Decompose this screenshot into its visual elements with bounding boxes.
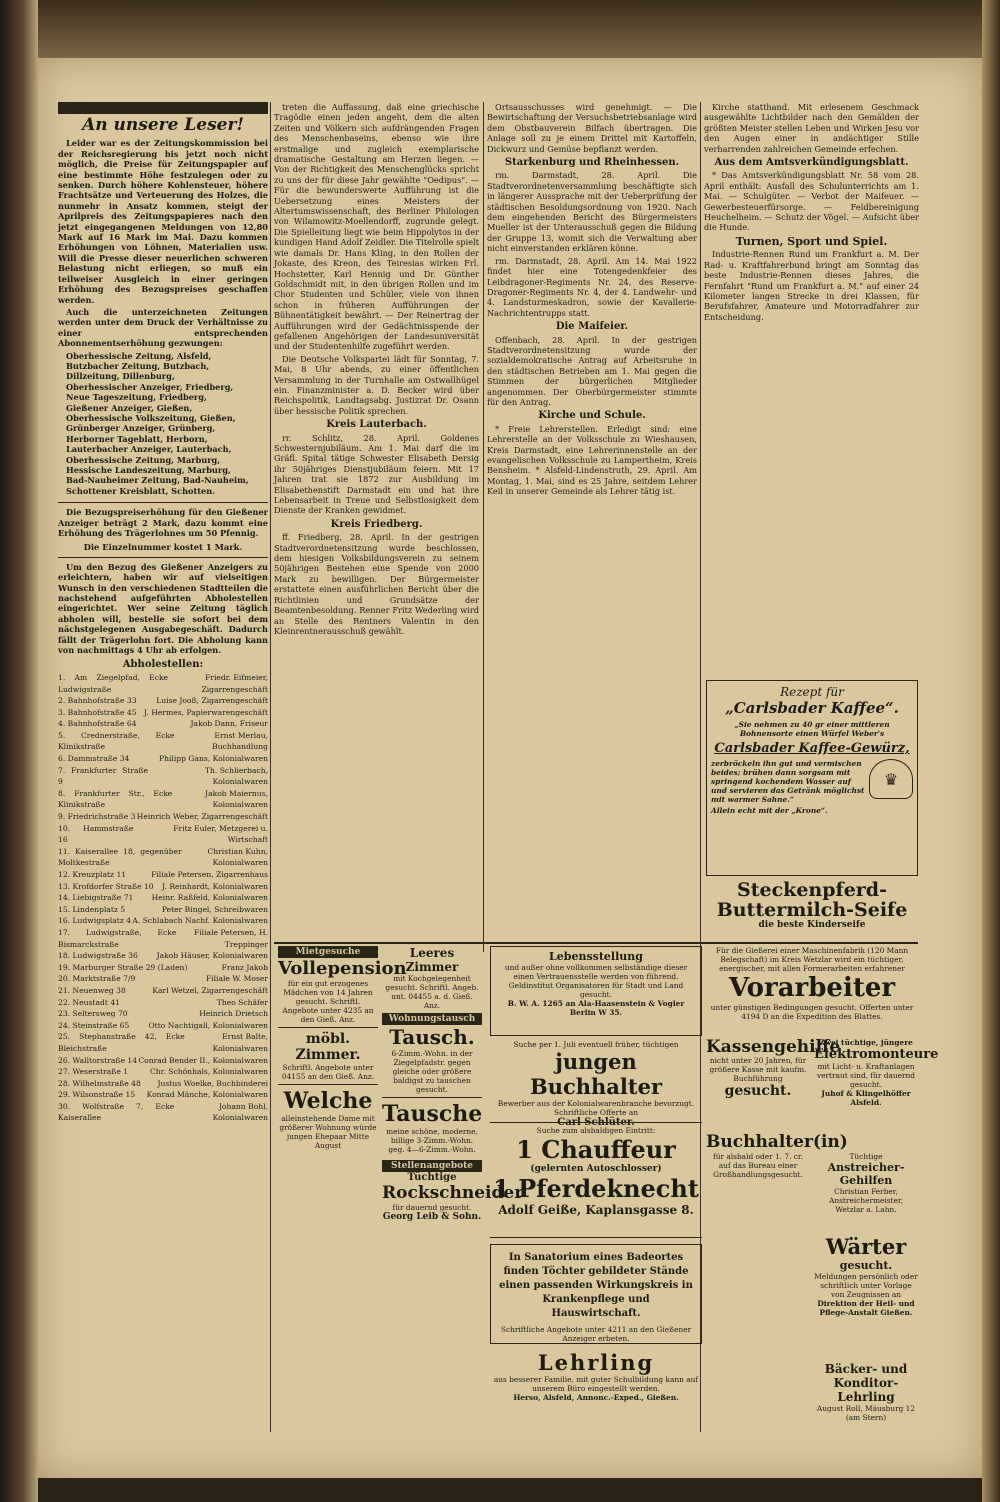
pickup-note: Um den Bezug des Gießener Anzeigers zu erleichtern, haben wir auf vielseitigen Wunsch in den verschiedenen Stadtteilen die nachstehend aufgeführten Abholestellen eingerichtet. Wer seine Zeitung täglich abholen will, bestelle sie sofort bei dem nächstgelegenen Ausgabegeschäft. Dadurch fällt der Trägerlohn fort. Die Abholung kann von nachmittags 4 Uhr ab erfolgen. bbox=[58, 561, 268, 656]
left-column bbox=[58, 102, 268, 1432]
station-address: 1. Am Ziegelpfad, Ecke Ludwigstraße bbox=[58, 672, 169, 694]
station-row bbox=[58, 985, 268, 997]
paper-list-item: Gießener Anzeiger, Gießen, bbox=[66, 402, 193, 413]
paper-list-item: Oberhessische Zeitung, Marburg, bbox=[66, 454, 221, 465]
station-shop: Johann Bohl, Kolonialwaren bbox=[212, 1101, 268, 1123]
article-text: Industrie-Rennen Rund um Frankfurt a. M. Der Rad- u. Kraftfahrerbund bringt am Sonntag das beste Industrie-Rennen dieses Jahres, die Fernfahrt "Rund um Frankfurt a. M." auf einer 24 Kilometer langen Strecke in drei Klassen, für Berufsfahrer, Amateure und Motorradfahrer zur Entscheidung. bbox=[704, 249, 919, 322]
station-row bbox=[58, 765, 268, 788]
lehrling-ad bbox=[490, 1350, 702, 1432]
ad-title: Anstreicher-Gehilfen bbox=[827, 1161, 905, 1187]
ad-title: Lebensstellung bbox=[549, 950, 643, 963]
paper-list-item: Herborner Tageblatt, Herborn, bbox=[66, 433, 208, 444]
station-shop: Fritz Euler, Metzgerei u. Wirtschaft bbox=[173, 823, 268, 845]
article-text: rr. Schlitz, 28. April. Goldenes Schwesternjubiläum. Am 1. Mai darf die im Gräfl. Spital tätige Schwester Elisabeth Dersig ihr 50jähriges Dienstjubiläum feiern. Mit 17 Jahren trat sie 1872 zur Ausbildung im Elisabethenstift Darmstadt ein und hat ihre Lebensarbeit in Treue und Selbstlosigkeit dem Dienste der Kranken gewidmet. bbox=[274, 432, 479, 516]
kassengehilfe-ad bbox=[706, 1037, 841, 1128]
station-row bbox=[58, 1055, 268, 1067]
station-shop: Jakob Dann, Friseur bbox=[190, 719, 268, 729]
stellenangebote-header: Stellenangebote bbox=[382, 1160, 482, 1172]
ad-title: möbl. Zimmer. bbox=[295, 1031, 361, 1063]
article-text: * Das Amtsverkündigungsblatt Nr. 58 vom 28. April enthält: Ausfall des Schulunterrichts am 1. Mai. — Schulgüter. — Verbot der Maifeuer. — Gewerbesteuerfürsorge. — Feldbereinigung Heuchelheim. — Schutz der Vögel. — Aufsicht über die Hunde. bbox=[704, 170, 919, 233]
ad-text: Meldungen persönlich oder schriftlich unter Vorlage von Zeugnissen an bbox=[814, 1272, 918, 1299]
station-shop: Ernst Merlau, Buchhandlung bbox=[212, 730, 268, 752]
station-address: 3. Bahnhofstraße 45 bbox=[58, 707, 137, 717]
ad-subtitle: gesucht. bbox=[839, 1259, 893, 1272]
ad-title: Vorarbeiter bbox=[728, 973, 896, 1003]
ad-title: Wärter bbox=[825, 1234, 907, 1259]
article-text: Ortsausschusses wird genehmigt. — Die Bewirtschaftung der Versuchsbetriebsanlage wird dem Obstbauverein Bilfach übertragen. Die Anlage soll zu je einem Drittel mit Kartoffeln, Dickwurz und Gemüse bepflanzt werden. bbox=[487, 102, 697, 154]
ad-brand: Carlsbader Kaffee-Gewürz, bbox=[714, 741, 910, 756]
ad-text: für dauernd gesucht. bbox=[392, 1203, 472, 1212]
single-copy-note: Die Einzelnummer kostet 1 Mark. bbox=[83, 542, 243, 553]
ad-title: Kassengehilfe bbox=[706, 1037, 841, 1057]
ad-text: nicht unter 20 Jahren, für größere Kasse mit kaufm. Buchführung bbox=[709, 1056, 807, 1083]
page-top-edge bbox=[38, 0, 982, 58]
station-row bbox=[58, 962, 268, 974]
section-heading: Starkenburg und Rheinhessen. bbox=[504, 157, 680, 169]
ad-title: Buttermilch-Seife bbox=[716, 899, 908, 921]
paper-list-item: Butzbacher Zeitung, Butzbach, bbox=[66, 360, 210, 371]
section-heading: Kreis Lauterbach. bbox=[326, 419, 427, 431]
station-address: 16. Ludwigsplatz 4 bbox=[58, 916, 132, 926]
station-shop: Justus Woelke, Buchbinderei bbox=[157, 1078, 268, 1088]
station-shop: Th. Schlierbach, Kolonialwaren bbox=[204, 765, 268, 787]
chauffeur-ad bbox=[490, 1122, 702, 1238]
station-address: 20. Marktstraße 7/9 bbox=[58, 974, 136, 984]
station-shop: J. Hermes, Papierwarengeschäft bbox=[144, 707, 268, 717]
ad-subtitle: die beste Kinderseife bbox=[758, 920, 866, 930]
ad-company: August Roll, Mäusburg 12 (am Stern) bbox=[816, 1404, 916, 1422]
paper-list-item: Lauterbacher Anzeiger, Lauterbach, bbox=[66, 444, 232, 455]
ad-text: unter günstigen Bedingungen gesucht. Offerten unter 4194 D an die Expedition des Blattes. bbox=[710, 1003, 914, 1021]
book-gutter bbox=[0, 0, 38, 1502]
ad-company: Herso, Alsfeld, Annonc.-Exped., Gießen. bbox=[513, 1393, 679, 1402]
ad-company: Juhof & Klingelhöffer Alsfeld. bbox=[821, 1089, 911, 1107]
station-row bbox=[58, 1078, 268, 1090]
article-text: * Freie Lehrerstellen. Erledigt sind: eine Lehrerstelle an der Volksschule zu Wieshausen, Kreis Darmstadt, eine Lehrerinnenstelle an der evangelischen Volksschule zu Lampertheim, Kreis Bensheim. * Alsfeld-Lindenstruth, 29. April. Am Montag, 1. Mai, sind es 25 Jahre, seitdem Lehrer Keil in unserer Gemeinde als Lehrer tätig ist. bbox=[487, 423, 697, 497]
station-shop: A. Schlabach Nachf. Kolonialwaren bbox=[132, 916, 268, 926]
ad-text: mit Licht- u. Kraftanlagen vertraut sind, für dauernd gesucht. bbox=[816, 1062, 916, 1089]
station-row bbox=[58, 1020, 268, 1032]
station-row bbox=[58, 927, 268, 950]
classified-column-b bbox=[382, 946, 524, 1432]
ad-company: Carl Schlüter. bbox=[557, 1117, 635, 1128]
article-text: Kirche statthand. Mit erlesenem Geschmack ausgewählte Lichtbilder nach den Gemälden der größten Meister stellen Leben und Wirken Jesu vor den Augen einer in andächtiger Stille verharrenden zahlreichen Gemeinde erfechen. bbox=[704, 102, 919, 154]
station-address: 6. Dammstraße 34 bbox=[58, 754, 130, 764]
section-heading: Kreis Friedberg. bbox=[330, 518, 423, 530]
station-shop: Filiale W. Moser bbox=[205, 974, 268, 984]
stations-title: Abholestellen: bbox=[122, 658, 204, 670]
classified-column-a bbox=[278, 946, 407, 1432]
article-text: rm. Darmstadt, 28. April. Die Stadtverordnetenversammlung beschäftigte sich in längerer Aussprache mit der Ueberprüfung der städtischen Besoldungsordnung von 1920. Nach dem eingehenden Bericht des Bürgermeisters Mueller ist der Unterausschuß gegen die Bildung der Gruppe 13, womit sich die Verwaltung aber nicht einverstanden erklären könne. bbox=[487, 170, 697, 254]
ad-title: Tausch. bbox=[389, 1025, 475, 1049]
separator bbox=[58, 502, 268, 503]
section-heading: Aus dem Amtsverkündigungsblatt. bbox=[714, 157, 909, 169]
ad-company: Adolf Geiße, Kaplansgasse 8. bbox=[498, 1203, 694, 1217]
station-address: 26. Walltorstraße 14 bbox=[58, 1055, 138, 1065]
sanatorium-ad bbox=[490, 1244, 702, 1344]
section-heading: Turnen, Sport und Spiel. bbox=[735, 234, 888, 248]
ad-company: Direktion der Heil- und Pflege-Anstalt Gießen. bbox=[817, 1299, 915, 1317]
column-rule bbox=[483, 102, 484, 952]
ad-title: Rockschneider bbox=[382, 1183, 524, 1203]
ad-text: 6-Zimm.-Wohn. in der Ziegelpfadstr. gegen gleiche oder größere baldigst zu tauschen gesucht. bbox=[391, 1049, 473, 1094]
station-row bbox=[58, 869, 268, 881]
ad-text: mit Kochgelegenheit gesucht. Schriftl. Angeb. unt. 04455 a. d. Gieß. Anz. bbox=[385, 974, 479, 1010]
station-shop: Jakob Maiernus, Kolonialwaren bbox=[205, 788, 268, 810]
station-row bbox=[58, 823, 268, 846]
column-rule bbox=[270, 102, 271, 1432]
station-address: 10. Hammstraße 16 bbox=[58, 823, 134, 845]
station-shop: Peter Bingel, Schreibwaren bbox=[161, 904, 268, 914]
ad-company: Christian Ferber, Anstreichermeister, Wetzlar a. Lahn. bbox=[829, 1187, 903, 1214]
header-bar bbox=[58, 102, 268, 114]
mietgesuche-header: Mietgesuche bbox=[278, 946, 378, 958]
station-row bbox=[58, 973, 268, 985]
ad-title: Leeres Zimmer bbox=[405, 946, 459, 974]
reader-notice-intro: Leider war es der Zeitungskommission bei der Reichsregierung bis jetzt noch nicht möglich, die Preise für Zeitungspapier auf eine bestimmte Höhe festzulegen oder zu senken. Durch höhere Kohlensteuer, höhere Frachtsätze und Verteuerung des Holzes, die nunmehr in Ansatz kommen, steigt der Aprilpreis des Zeitungspapieres nach den jetzt eingegangenen Meldungen von 12,80 Mark auf 16 Mark im Mai. Dazu kommen Erhöhungen von Löhnen, Materialien usw. Will die Presse dieser neuerlichen schweren Belastung nicht erliegen, so muß ein teilweiser Ausgleich in einer geringen Erhöhung des Bezugspreises geschaffen werden. bbox=[58, 138, 268, 305]
ad-text: alleinstehende Dame mit größerer Wohnung würde jungen Ehepaar Mitte August bbox=[279, 1114, 377, 1150]
station-row bbox=[58, 753, 268, 765]
paper-list-item: Dillzeitung, Dillenburg, bbox=[66, 371, 175, 382]
lebensstellung-ad bbox=[490, 946, 702, 1036]
newspaper-page bbox=[38, 58, 982, 1478]
ad-title: 1 Pferdeknecht bbox=[493, 1174, 699, 1203]
station-address: 25. Stephanstraße 42, Ecke Bleichstraße bbox=[58, 1032, 185, 1053]
paper-list-item: Oberhessischer Anzeiger, Friedberg, bbox=[66, 381, 234, 392]
article-text: ff. Friedberg, 28. April. In der gestrigen Stadtverordnetensitzung wurde beschlossen, dem hiesigen Volksbildungsverein zu seinem 50jährigen Bestehen eine Spende von 2000 Mark zu bewilligen. Der Bürgermeister erstattete einen ausführlichen Bericht über die Richtlinien und Grundsätze der Beamtenbesoldung. Renner Fritz Wederling wird an Stelle des Rentners Valentin in den Kleinrentnerausschuß gewählt. bbox=[274, 532, 479, 636]
ad-text: In Sanatorium eines Badeortes finden Töchter gebildeter Stände einen passenden Wirkungskreis in Krankenpflege und Hauswirtschaft. bbox=[499, 1252, 693, 1319]
station-row bbox=[58, 1031, 268, 1054]
ad-footer: Schriftliche Angebote unter 4211 an den Gießener Anzeiger erbeten. bbox=[500, 1325, 692, 1343]
article-text: Die Deutsche Volkspartei lädt für Sonntag, 7. Mai, 8 Uhr abends, zu einer öffentlichen Versammlung in der Turnhalle am Ostwallhügel ein. Finanzminister a. D. Becker wird über Reichspolitik, Landtagsabg. Justizrat Dr. Osann über hessische Politik sprechen. bbox=[274, 353, 479, 416]
station-address: 4. Bahnhofstraße 64 bbox=[58, 719, 137, 729]
stations-list bbox=[58, 672, 268, 1124]
station-row bbox=[58, 1008, 268, 1020]
ad-title: 1 Chauffeur bbox=[516, 1135, 676, 1164]
ad-text: zerbröckeln ihn gut und vermischen beides; brühen dann sorgsam mit springend kochendem Wasser auf und servieren das Getränk möglichst mit warmer Sahne.“ bbox=[711, 759, 865, 804]
station-address: 8. Frankfurter Str., Ecke Klinikstraße bbox=[58, 788, 173, 810]
station-shop: Christian Kuhn, Kolonialwaren bbox=[207, 846, 268, 868]
ad-title: Rezept für bbox=[780, 685, 844, 699]
ad-title: Elektromonteure bbox=[814, 1047, 939, 1062]
ad-text: Tüchtige bbox=[407, 1172, 457, 1183]
station-shop: J. Reinhardt, Kolonialwaren bbox=[162, 881, 268, 891]
column-3 bbox=[487, 102, 697, 952]
station-shop: Karl Wetzel, Zigarrengeschäft bbox=[152, 985, 268, 995]
station-shop: Heinr. Raßfeld, Kolonialwaren bbox=[151, 893, 268, 903]
station-address: 11. Kaiserallee 18, gegenüber Moltkestraße bbox=[58, 846, 182, 868]
paper-list-item: Grünberger Anzeiger, Grünberg, bbox=[66, 423, 216, 434]
article-text: rm. Darmstadt, 28. April. Am 14. Mai 1922 findet hier eine Totengedenkfeier des Leibdragoner-Regiments Nr. 24, des Reserve-Dragoner-Regiments Nr. 4, der 4. Landwehr- und 4. Landsturmeskadron, sowie der Kavallerie-Nachrichtentrupps statt. bbox=[487, 255, 697, 318]
elektromonteure-ad bbox=[814, 1038, 939, 1148]
station-address: 9. Friedrichstraße 3 bbox=[58, 812, 136, 822]
ad-footer: Allein echt mit der „Krone“. bbox=[711, 806, 828, 815]
paper-list-item: Oberhessische Volkszeitung, Gießen, bbox=[66, 412, 236, 423]
ad-address: B. W. A. 1265 an Ala-Haasenstein & Vogler Berlin W 35. bbox=[507, 999, 685, 1017]
station-shop: Chr. Schönhals, Kolonialwaren bbox=[149, 1067, 268, 1077]
buchhalter-ad bbox=[490, 1040, 702, 1128]
ad-text: aus besserer Familie, mit guter Schulbildung kann auf unserem Büro eingestellt werden. bbox=[493, 1375, 699, 1393]
station-shop: Conrad Bender II., Kolonialwaren bbox=[138, 1055, 268, 1065]
station-shop: Franz Jakob bbox=[221, 962, 268, 972]
baecker-ad bbox=[814, 1362, 918, 1432]
station-address: 18. Ludwigstraße 36 bbox=[58, 951, 138, 961]
ad-text: Suche per 1. Juli eventuell früher, tüchtigen bbox=[513, 1040, 679, 1049]
ad-title: Bäcker- und Konditor-Lehrling bbox=[824, 1362, 908, 1404]
section-heading: Kirche und Schule. bbox=[538, 410, 646, 422]
ad-name: „Carlsbader Kaffee“. bbox=[725, 699, 899, 717]
station-address: 23. Seltersweg 70 bbox=[58, 1009, 128, 1019]
station-shop: Heinrich Drietsch bbox=[199, 1009, 268, 1019]
station-address: 2. Bahnhofstraße 33 bbox=[58, 696, 137, 706]
station-row bbox=[58, 904, 268, 916]
ad-title: Tausche bbox=[382, 1101, 483, 1127]
paper-list-item: Oberhessische Zeitung, Alsfeld, bbox=[66, 350, 212, 361]
ad-title: jungen Buchhalter bbox=[529, 1049, 663, 1099]
ad-text: meine schöne, moderne, billige 3-Zimm.-Wohn. geg. 4—6-Zimm.-Wohn. bbox=[386, 1127, 478, 1154]
station-address: 7. Frankfurter Straße 9 bbox=[58, 765, 149, 787]
paper-list bbox=[58, 351, 268, 497]
waerter-ad bbox=[814, 1234, 918, 1358]
column-4 bbox=[704, 102, 919, 672]
ad-text: und außer ohne vollkommen selbständige dieser einen Vertrauensstelle werden von führend. Geldinstitut Organisatoren für Stadt und Land gesucht. bbox=[504, 963, 688, 999]
station-shop: Otto Nachtigall, Kolonialwaren bbox=[148, 1020, 268, 1030]
station-address: 5. Crednerstraße, Ecke Klinikstraße bbox=[58, 730, 175, 752]
station-shop: Filiale Petersen, Zigarrenhaus bbox=[151, 870, 268, 879]
ad-text: Suche zum alsbaldigen Eintritt: bbox=[536, 1126, 656, 1135]
station-row bbox=[58, 881, 268, 893]
ad-title: Vollepension bbox=[278, 958, 407, 979]
station-row bbox=[58, 1066, 268, 1078]
ad-title: Buchhalter(in) bbox=[706, 1132, 848, 1152]
station-row bbox=[58, 1101, 268, 1124]
ad-text: für ein gut erzogenes Mädchen von 14 Jahren gesucht. Schriftl. Angebote unter 4235 an den Gieß. Anz. bbox=[282, 979, 374, 1024]
station-row bbox=[58, 695, 268, 707]
station-row bbox=[58, 672, 268, 695]
station-row bbox=[58, 892, 268, 904]
station-shop: Theo Schäfer bbox=[216, 997, 268, 1007]
price-note: Die Bezugspreiserhöhung für den Gießener Anzeiger beträgt 2 Mark, dazu kommt eine Erhöhung des Trägerlohnes um 50 Pfennig. bbox=[58, 507, 268, 539]
vorarbeiter-ad bbox=[706, 946, 918, 1034]
station-address: 24. Steinstraße 65 bbox=[58, 1020, 130, 1030]
reader-notice-title: An unsere Leser! bbox=[82, 115, 244, 135]
ad-text: für alsbald oder 1. 7. cr. auf das Bureau einer Großhandlungsgesucht. bbox=[713, 1152, 803, 1179]
article-text: treten die Auffassung, daß eine griechische Tragödie einen jeden angeht, dem die alten Zeiten und Völkern sich aufdrängenden Fragen des Menschenbaseins, ebenso wie ihre erstmalige und zugleich exemplarische dramatische Gestaltung am Herzen liegen. — Von der Richtigkeit des Menschenglücks spricht zu uns der für diese Jahr gewählte "Oedipus". — Für die bewunderswerte Aufführung ist die Uebersetzung eines Meisters der Altertumswissenschaft, des Berliner Philologen von Wilamowitz-Moellendorff, zugrunde gelegt. Die Spielleitung liegt wie beim Hippolytos in der kundigen Hand Adolf Zeidler. Die Titelrolle spielt wie damals Dr. Hans Kling, in den Rollen der Jokaste, des Kreon, des Teiresias wirken Frl. Hochstetter, Karl Hennig und Dr. Günther Goldschmidt mit, in den übrigen Rollen und im Chor Studenten und Schüler, viele von ihnen schon in früheren Aufführungen der Bühnentätigkeit bewährt. — Der Reinertrag der Aufführungen wird der Gedächtnisspende der gefallenen Angehörigen der Landesuniversität und der Studentenhilfe zugeführt werden. bbox=[274, 102, 479, 352]
station-address: 29. Wilsonstraße 15 bbox=[58, 1090, 136, 1100]
ad-title: Lehrling bbox=[537, 1350, 655, 1375]
station-shop: Konrad Mänche, Kolonialwaren bbox=[146, 1090, 268, 1100]
station-address: 30. Wolfstraße 7, Ecke Kaiserallee bbox=[58, 1101, 175, 1123]
station-row bbox=[58, 718, 268, 730]
station-row bbox=[58, 730, 268, 753]
ad-text: Zwei tüchtige, jüngere bbox=[819, 1038, 913, 1047]
station-shop: Heinrich Weber, Zigarrengeschäft bbox=[136, 812, 268, 822]
carlsbader-kaffee-ad bbox=[706, 680, 918, 876]
ad-text: Für die Gießerei einer Maschinenfabrik (120 Mann Belegschaft) im Kreis Wetzlar wird ein tüchtiger, energischer, mit allen Formerarbeiten erfahrener bbox=[715, 946, 909, 973]
ad-text: Tüchtige bbox=[849, 1152, 883, 1161]
ad-title: Steckenpferd- bbox=[737, 879, 887, 901]
station-address: 14. Liebigstraße 71 bbox=[58, 893, 134, 903]
station-row bbox=[58, 950, 268, 962]
ad-text: Bewerber aus der Kolonialwarenbranche bevorzugt. Schriftliche Offerte an bbox=[497, 1099, 695, 1117]
ad-section-divider bbox=[274, 942, 918, 944]
ad-text: Schriftl. Angebote unter 04155 an den Gieß. Anz. bbox=[281, 1063, 375, 1081]
station-address: 21. Neuenweg 38 bbox=[58, 985, 126, 995]
page-right-edge bbox=[982, 0, 1000, 1502]
ad-subtitle: gesucht. bbox=[724, 1083, 792, 1099]
station-address: 17. Ludwigstraße, Ecke Bismarckstraße bbox=[58, 927, 177, 949]
station-address: 22. Neustadt 41 bbox=[58, 997, 120, 1007]
paper-list-item: Hessische Landeszeitung, Marburg, bbox=[66, 465, 231, 475]
station-row bbox=[58, 915, 268, 927]
crown-tin-icon: ♛ bbox=[869, 759, 913, 799]
station-address: 13. Krofdorfer Straße 10 bbox=[58, 881, 154, 891]
station-address: 27. Weserstraße 1 bbox=[58, 1067, 129, 1077]
ad-title: Welche bbox=[283, 1088, 373, 1114]
station-row bbox=[58, 788, 268, 811]
station-address: 28. Wilhelmstraße 48 bbox=[58, 1078, 141, 1088]
ad-text: „Sie nehmen zu 40 gr einer mittleren Bohnensorte einen Würfel Weber's bbox=[734, 720, 890, 738]
article-text: Offenbach, 28. April. In der gestrigen Stadtverordnetensitzung wurde der sozialdemokratische Antrag auf Arbeitsruhe in den städtischen Betrieben am 1. Mai gegen die Stimmen der bürgerlichen Mitglieder angenommen. Der Oberbürgermeister stimmte für den Antrag. bbox=[487, 334, 697, 407]
section-heading: Die Maifeier. bbox=[555, 321, 629, 333]
station-row bbox=[58, 707, 268, 719]
anstreicher-ad bbox=[814, 1152, 918, 1230]
buchhalterin-ad bbox=[706, 1132, 848, 1260]
station-address: 15. Lindenplatz 5 bbox=[58, 904, 126, 914]
station-shop: Luise Jooß, Zigarrengeschäft bbox=[156, 696, 268, 706]
column-2 bbox=[274, 102, 479, 952]
station-shop: Jakob Häuser, Kolonialwaren bbox=[156, 951, 268, 961]
station-shop: Filiale Petersen, H. Treppinger bbox=[193, 927, 268, 949]
station-row bbox=[58, 811, 268, 823]
steckenpferd-seife-ad bbox=[706, 880, 918, 942]
station-shop: Friedr. Eifmeier, Zigarrengeschäft bbox=[201, 672, 268, 694]
paper-list-item: Schottener Kreisblatt, Schotten. bbox=[66, 485, 216, 496]
wohnungstausch-header: Wohnungstausch bbox=[382, 1013, 482, 1025]
station-shop: Ernst Balte, Kolonialwaren bbox=[212, 1032, 268, 1053]
station-row bbox=[58, 997, 268, 1009]
ad-text: (gelernten Autoschlosser) bbox=[530, 1164, 662, 1174]
paper-list-item: Bad-Nauheimer Zeitung, Bad-Nauheim, bbox=[66, 475, 249, 486]
reader-notice-para2: Auch die unterzeichneten Zeitungen werden unter dem Druck der Verhältnisse zu einer entsprechenden Abonnementserhöhung gezwungen: bbox=[58, 306, 268, 349]
station-row bbox=[58, 1089, 268, 1101]
ad-company: Georg Leib & Sohn. bbox=[382, 1212, 482, 1222]
station-address: 19. Marburger Straße 29 (Laden) bbox=[58, 962, 188, 972]
paper-list-item: Neue Tageszeitung, Friedberg, bbox=[66, 392, 207, 403]
station-address: 12. Kreuzplatz 11 bbox=[58, 870, 127, 879]
separator bbox=[58, 557, 268, 558]
station-row bbox=[58, 846, 268, 869]
station-shop: Philipp Gans, Kolonialwaren bbox=[159, 754, 268, 764]
